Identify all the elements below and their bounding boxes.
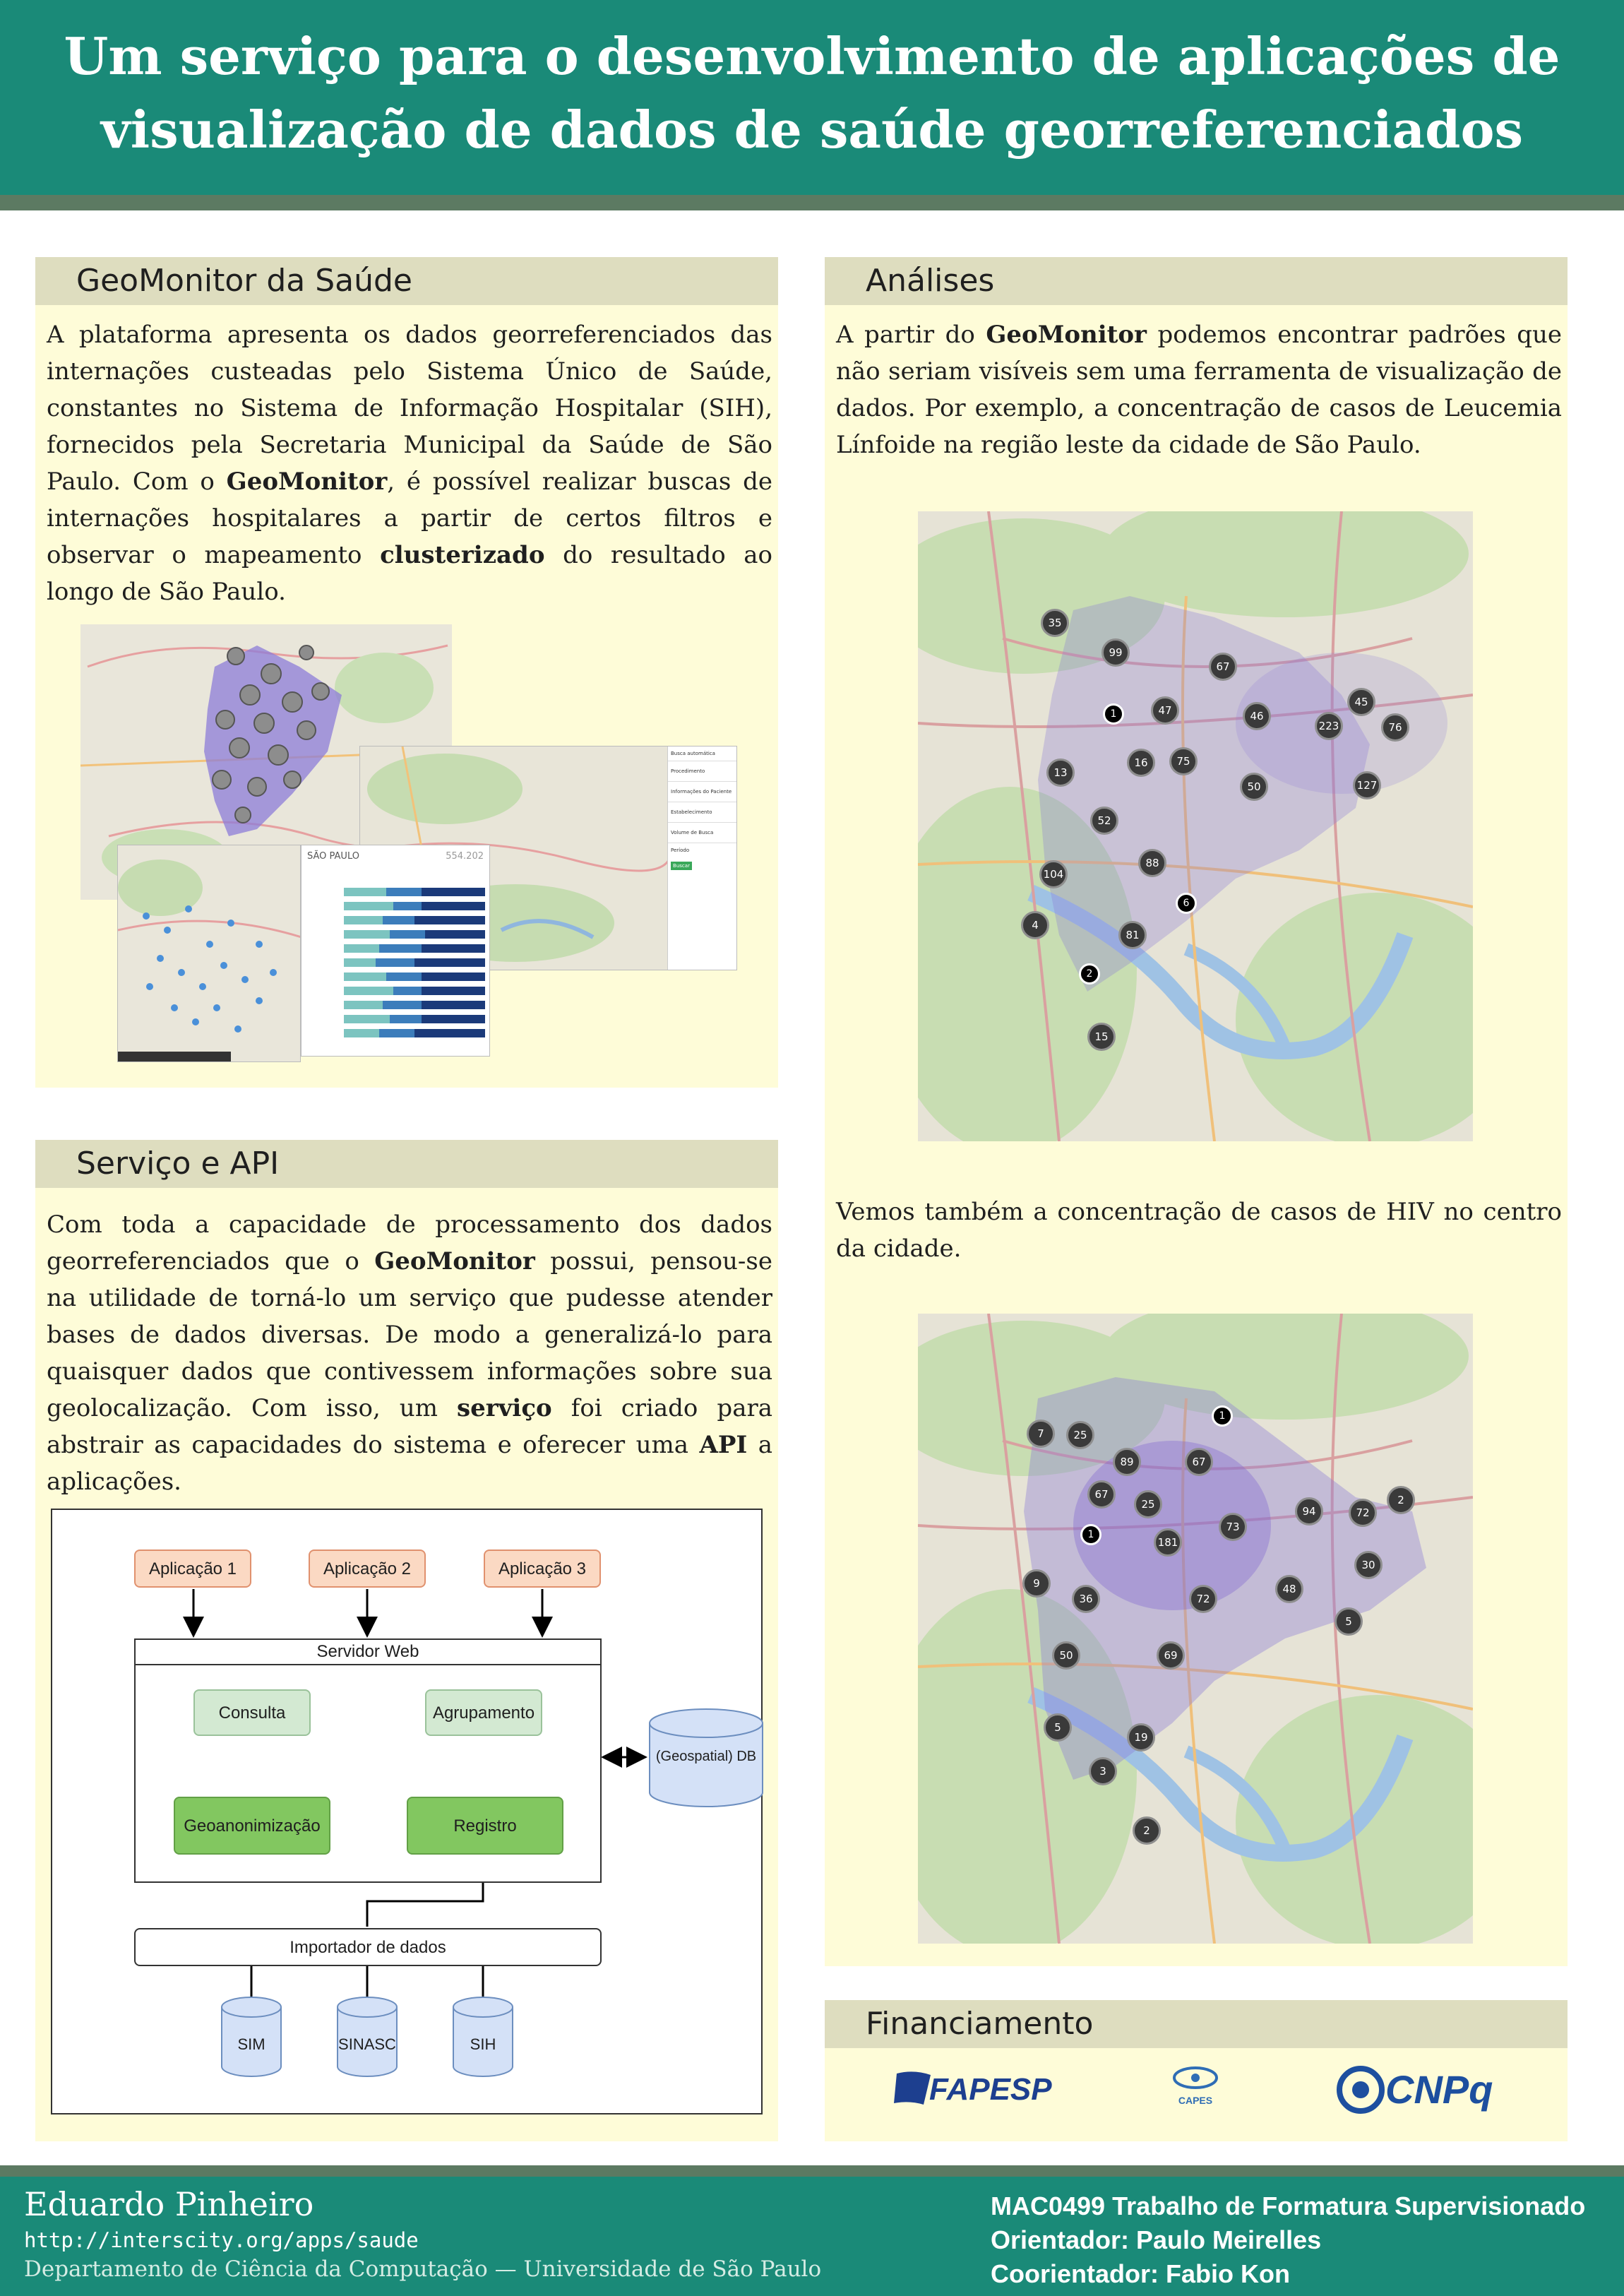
course-name: MAC0499 Trabalho de Formatura Supervisionado	[991, 2191, 1586, 2220]
department: Departamento de Ciência da Computação — Universidade de São Paulo	[24, 2256, 822, 2282]
cluster-marker[interactable]: 30	[1354, 1551, 1383, 1579]
cnpq-logo-text: CNPq	[1385, 2067, 1493, 2112]
section-heading: Serviço e API	[35, 1140, 778, 1188]
cluster-marker[interactable]: 9	[1022, 1569, 1051, 1598]
cluster-marker[interactable]: 50	[1052, 1641, 1080, 1670]
capes-logo-text: CAPES	[1178, 2095, 1213, 2106]
section-heading: GeoMonitor da Saúde	[35, 257, 778, 305]
poster-title	[0, 20, 1624, 167]
cluster-marker[interactable]: 181	[1154, 1528, 1182, 1557]
coadvisor: Coorientador: Fabio Kon	[991, 2259, 1290, 2288]
cluster-marker[interactable]: 88	[1138, 849, 1166, 877]
cluster-marker[interactable]: 46	[1243, 702, 1271, 730]
cluster-marker[interactable]: 73	[1219, 1513, 1247, 1541]
section-analises	[825, 257, 1568, 1966]
web-server-label: Servidor Web	[136, 1640, 600, 1665]
fapesp-logo-mark	[892, 2069, 935, 2109]
hiv-paragraph: Vemos também a concentração de casos de HIV no centro da cidade.	[836, 1198, 1562, 1263]
cluster-marker[interactable]: 5	[1335, 1607, 1363, 1636]
cluster-marker[interactable]: 99	[1101, 638, 1130, 667]
cluster-marker[interactable]: 81	[1118, 921, 1147, 949]
stacked-bars	[301, 845, 491, 1057]
title-line-2: visualização de dados de saúde georreferenciados	[100, 100, 1524, 160]
screenshot-bar-chart	[301, 845, 490, 1057]
cluster-marker[interactable]: 89	[1113, 1448, 1141, 1476]
cluster-marker[interactable]: 75	[1169, 747, 1198, 775]
cluster-marker[interactable]: 67	[1087, 1480, 1116, 1509]
project-url[interactable]: http://interscity.org/apps/saude	[24, 2228, 419, 2252]
course-credits	[991, 2189, 1585, 2291]
cnpq-logo	[1336, 2065, 1519, 2114]
cluster-marker[interactable]: 19	[1127, 1723, 1155, 1751]
search-button[interactable]: Buscar	[671, 862, 692, 870]
section-servico-api	[35, 1140, 778, 2141]
fapesp-logo	[892, 2069, 1062, 2112]
cluster-marker[interactable]: 3	[1089, 1757, 1117, 1785]
cluster-marker[interactable]: 47	[1151, 696, 1179, 725]
cluster-marker[interactable]: 2	[1387, 1486, 1415, 1514]
cluster-marker[interactable]: 69	[1157, 1641, 1185, 1670]
registro-box: Registro	[407, 1797, 563, 1855]
cluster-marker[interactable]: 15	[1087, 1023, 1116, 1051]
hiv-map-base	[918, 1314, 1473, 1944]
cluster-marker[interactable]: 67	[1185, 1448, 1213, 1476]
sidebar-item-volume[interactable]: Volume de Busca	[668, 823, 737, 843]
chart-title: SÃO PAULO	[307, 851, 359, 862]
geomonitor-screenshot-collage	[80, 624, 737, 1062]
sidebar-item-procedimento[interactable]: Procedimento	[668, 761, 737, 782]
agrupamento-box: Agrupamento	[425, 1689, 542, 1736]
sidebar-item-paciente[interactable]: Informações do Paciente	[668, 782, 737, 802]
cluster-marker[interactable]: 48	[1275, 1575, 1303, 1603]
cluster-marker[interactable]: 127	[1353, 771, 1381, 799]
section-heading: Análises	[825, 257, 1568, 305]
bar-row	[344, 888, 485, 896]
sidebar-item-busca-automatica[interactable]: Busca automática	[668, 747, 737, 761]
cluster-marker[interactable]: 72	[1189, 1585, 1217, 1613]
cluster-marker[interactable]: 45	[1347, 688, 1375, 716]
cluster-marker[interactable]: 5	[1044, 1713, 1072, 1742]
sidebar-item-estabelecimento[interactable]: Estabelecimento	[668, 802, 737, 823]
cluster-marker[interactable]: 2	[1079, 963, 1100, 985]
filter-sidebar	[667, 747, 737, 970]
cluster-marker[interactable]: 36	[1072, 1585, 1100, 1613]
cluster-marker[interactable]: 1	[1103, 703, 1124, 725]
geoanonimizacao-box: Geoanonimização	[174, 1797, 330, 1855]
cluster-marker[interactable]: 223	[1315, 712, 1343, 740]
sinasc-db-label: SINASC	[338, 2035, 396, 2053]
cluster-marker[interactable]: 104	[1039, 860, 1068, 888]
section-heading: Financiamento	[825, 2000, 1568, 2048]
consulta-box: Consulta	[193, 1689, 311, 1736]
importador-box: Importador de dados	[134, 1928, 602, 1966]
web-server-box	[134, 1638, 602, 1883]
sim-db-label: SIM	[237, 2035, 265, 2053]
sidebar-item-periodo[interactable]: Período	[671, 847, 690, 853]
section-geomonitor	[35, 257, 778, 1088]
screenshot-pin-map	[117, 845, 301, 1062]
cluster-marker[interactable]: 16	[1127, 749, 1155, 777]
header-stripe	[0, 195, 1624, 210]
cluster-marker[interactable]: 76	[1381, 713, 1409, 742]
cluster-marker[interactable]: 35	[1041, 609, 1069, 637]
chart-total: 554.202	[446, 851, 484, 862]
cluster-marker[interactable]: 94	[1295, 1497, 1323, 1525]
cluster-marker[interactable]: 7	[1027, 1420, 1055, 1448]
app1-box: Aplicação 1	[134, 1549, 251, 1588]
architecture-diagram	[51, 1509, 763, 2114]
cluster-marker[interactable]: 6	[1176, 893, 1197, 914]
cluster-marker[interactable]: 50	[1240, 773, 1268, 801]
cluster-marker[interactable]: 2	[1133, 1816, 1161, 1845]
advisor: Orientador: Paulo Meirelles	[991, 2225, 1322, 2254]
analises-paragraph: A partir do GeoMonitor podemos encontrar padrões que não seriam visíveis sem uma ferramenta de visualização de dados. Por exemplo, a concentração de casos de Leucemia Línfoide na região leste da cidade de São Paulo.	[836, 321, 1562, 459]
cluster-marker[interactable]: 25	[1134, 1490, 1162, 1518]
geomonitor-paragraph: A plataforma apresenta os dados georreferenciados das internações custeadas pelo Sistema Único de Saúde, constantes no Sistema de Informação Hospitalar (SIH), fornecidos pela Secretaria Municipal da Saúde de São Paulo. Com o GeoMonitor, é possível realizar buscas de internações hospitalares a partir de certos filtros e observar o mapeamento clusterizado do resultado ao longo de São Paulo.	[47, 321, 772, 606]
cluster-marker[interactable]: 67	[1209, 653, 1237, 681]
app3-box: Aplicação 3	[484, 1549, 601, 1588]
leucemia-map-base	[918, 511, 1473, 1141]
cluster-marker[interactable]: 1	[1080, 1524, 1101, 1545]
cnpq-logo-mark	[1336, 2065, 1385, 2114]
pin-map-drawing	[118, 845, 301, 1062]
capes-logo-mark	[1171, 2064, 1220, 2092]
cluster-marker[interactable]: 72	[1349, 1499, 1377, 1527]
capes-logo	[1164, 2064, 1227, 2120]
title-line-1: Um serviço para o desenvolvimento de aplicações de	[64, 26, 1560, 86]
app2-box: Aplicação 2	[309, 1549, 426, 1588]
hiv-cluster-map	[918, 1314, 1473, 1944]
geospatial-db-label: (Geospatial) DB	[655, 1749, 757, 1764]
fapesp-logo-text: FAPESP	[929, 2072, 1052, 2107]
cluster-marker[interactable]: 1	[1212, 1405, 1233, 1427]
cluster-marker[interactable]: 13	[1046, 759, 1075, 787]
servico-paragraph: Com toda a capacidade de processamento dos dados georreferenciados que o GeoMonitor possui, pensou-se na utilidade de torná-lo um serviço que pudesse atender bases de dados diversas. De modo a generalizá-lo para quaisquer dados que contivessem informações sobre sua geolocalização. Com isso, um serviço foi criado para abstrair as capacidades do sistema e oferecer uma API a aplicações.	[47, 1211, 773, 1496]
section-financiamento	[825, 2000, 1568, 2141]
sih-db-label: SIH	[470, 2035, 496, 2053]
leucemia-cluster-map	[918, 511, 1473, 1141]
cluster-marker[interactable]: 52	[1090, 807, 1118, 835]
cluster-marker[interactable]: 4	[1021, 911, 1049, 939]
author-name: Eduardo Pinheiro	[24, 2185, 314, 2223]
footer-stripe	[0, 2165, 1624, 2177]
cluster-marker[interactable]: 25	[1066, 1421, 1094, 1449]
